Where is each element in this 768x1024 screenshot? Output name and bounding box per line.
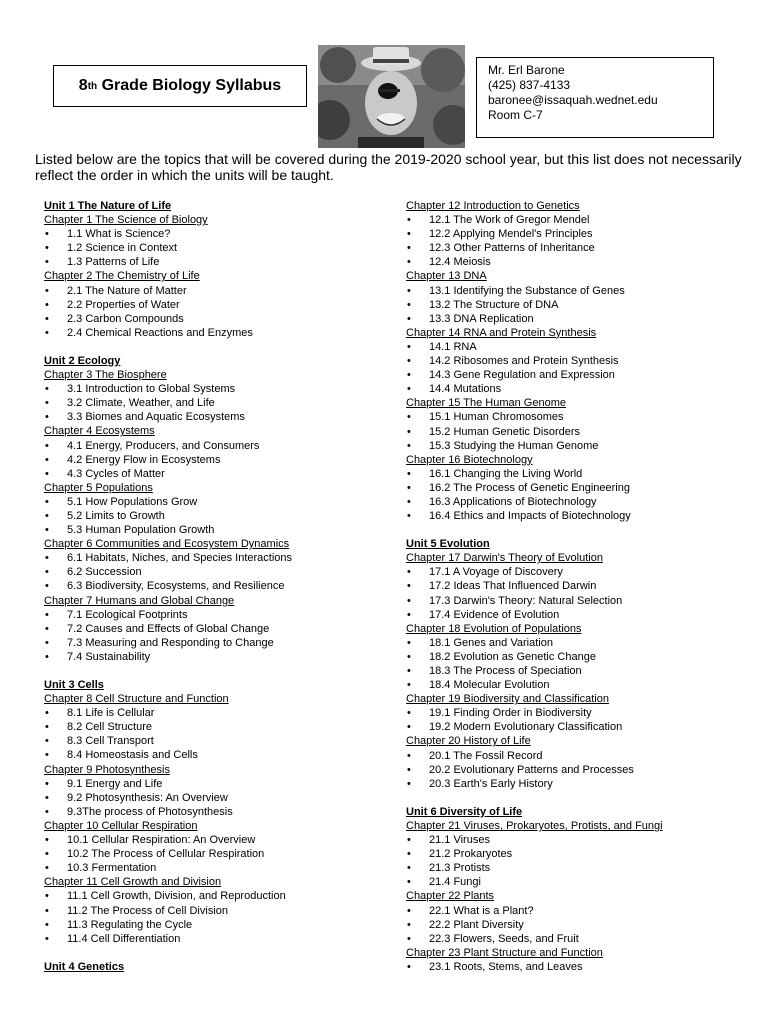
topic-list <box>406 749 736 791</box>
topic-list <box>44 227 374 269</box>
topic-list <box>406 833 736 889</box>
chapter-heading: Chapter 5 Populations <box>44 481 153 494</box>
topic-item: • 18.1 Genes and Variation <box>406 636 736 650</box>
topic-item: • 21.4 Fungi <box>406 875 736 889</box>
topic-list <box>44 889 374 945</box>
chapter-heading: Chapter 1 The Science of Biology <box>44 214 208 227</box>
topic-list <box>406 213 736 269</box>
topic-list <box>406 960 736 974</box>
topic-item: • 11.1 Cell Growth, Division, and Reproduction <box>44 889 374 903</box>
topic-list <box>44 382 374 424</box>
topic-item: • 7.3 Measuring and Responding to Change <box>44 636 374 650</box>
topic-item: • 20.1 The Fossil Record <box>406 749 736 763</box>
topic-list <box>406 565 736 621</box>
topic-item: • 8.3 Cell Transport <box>44 734 374 748</box>
topic-list <box>406 284 736 326</box>
topic-item: • 11.2 The Process of Cell Division <box>44 904 374 918</box>
topic-item: • 16.4 Ethics and Impacts of Biotechnology <box>406 509 736 523</box>
topic-item: • 7.2 Causes and Effects of Global Change <box>44 622 374 636</box>
topic-item: • 21.1 Viruses <box>406 833 736 847</box>
teacher-photo <box>318 45 465 148</box>
chapter-heading: Chapter 2 The Chemistry of Life <box>44 270 200 283</box>
topic-item: • 7.4 Sustainability <box>44 650 374 664</box>
chapter-heading: Chapter 9 Photosynthesis <box>44 763 170 776</box>
chapter-heading: Chapter 4 Ecosystems <box>44 425 155 438</box>
topic-item: • 5.1 How Populations Grow <box>44 495 374 509</box>
topic-item: • 6.1 Habitats, Niches, and Species Interactions <box>44 551 374 565</box>
topic-item: • 1.3 Patterns of Life <box>44 255 374 269</box>
topic-list <box>44 706 374 762</box>
topic-item: • 5.3 Human Population Growth <box>44 523 374 537</box>
topic-item: • 1.1 What is Science? <box>44 227 374 241</box>
topic-item: • 19.2 Modern Evolutionary Classification <box>406 720 736 734</box>
topic-item: • 3.3 Biomes and Aquatic Ecosystems <box>44 410 374 424</box>
topic-item: • 13.1 Identifying the Substance of Genes <box>406 284 736 298</box>
topic-item: • 14.4 Mutations <box>406 382 736 396</box>
topic-item: • 14.2 Ribosomes and Protein Synthesis <box>406 354 736 368</box>
teacher-email: baronee@issaquah.wednet.edu <box>488 93 658 107</box>
topic-item: • 21.2 Prokaryotes <box>406 847 736 861</box>
topic-item: • 23.1 Roots, Stems, and Leaves <box>406 960 736 974</box>
topic-item: • 8.2 Cell Structure <box>44 720 374 734</box>
topic-item: • 11.3 Regulating the Cycle <box>44 918 374 932</box>
syllabus-title <box>53 65 307 107</box>
topic-item: • 10.2 The Process of Cellular Respiration <box>44 847 374 861</box>
topic-list <box>44 284 374 340</box>
topic-list <box>406 410 736 452</box>
topic-item: • 16.2 The Process of Genetic Engineering <box>406 481 736 495</box>
chapter-heading: Chapter 18 Evolution of Populations <box>406 622 582 635</box>
syllabus-column-left <box>44 199 374 974</box>
topic-item: • 16.1 Changing the Living World <box>406 467 736 481</box>
unit-heading: Unit 5 Evolution <box>406 538 490 551</box>
topic-item: • 22.3 Flowers, Seeds, and Fruit <box>406 932 736 946</box>
topic-item: • 9.2 Photosynthesis: An Overview <box>44 791 374 805</box>
chapter-heading: Chapter 21 Viruses, Prokaryotes, Protists, and Fungi <box>406 819 663 832</box>
topic-item: • 17.3 Darwin's Theory: Natural Selection <box>406 594 736 608</box>
topic-item: • 14.3 Gene Regulation and Expression <box>406 368 736 382</box>
chapter-heading: Chapter 16 Biotechnology <box>406 453 533 466</box>
topic-item: • 4.3 Cycles of Matter <box>44 467 374 481</box>
topic-item: • 12.1 The Work of Gregor Mendel <box>406 213 736 227</box>
unit-heading: Unit 4 Genetics <box>44 960 125 973</box>
topic-item: • 4.1 Energy, Producers, and Consumers <box>44 439 374 453</box>
topic-item: • 11.4 Cell Differentiation <box>44 932 374 946</box>
unit-heading: Unit 1 The Nature of Life <box>44 200 172 212</box>
topic-list <box>44 439 374 481</box>
topic-item: • 15.3 Studying the Human Genome <box>406 439 736 453</box>
topic-item: • 2.3 Carbon Compounds <box>44 312 374 326</box>
contact-box <box>476 57 714 138</box>
topic-item: • 6.2 Succession <box>44 565 374 579</box>
topic-item: • 17.4 Evidence of Evolution <box>406 608 736 622</box>
chapter-heading: Chapter 10 Cellular Respiration <box>44 819 198 832</box>
topic-list <box>406 467 736 523</box>
topic-item: • 3.2 Climate, Weather, and Life <box>44 396 374 410</box>
topic-item: • 22.1 What is a Plant? <box>406 904 736 918</box>
topic-item: • 13.2 The Structure of DNA <box>406 298 736 312</box>
chapter-heading: Chapter 11 Cell Growth and Division <box>44 876 222 889</box>
topic-item: • 21.3 Protists <box>406 861 736 875</box>
topic-item: • 10.1 Cellular Respiration: An Overview <box>44 833 374 847</box>
topic-list <box>44 495 374 537</box>
topic-list <box>406 340 736 396</box>
topic-item: • 16.3 Applications of Biotechnology <box>406 495 736 509</box>
unit-heading: Unit 3 Cells <box>44 679 104 691</box>
topic-item: • 2.2 Properties of Water <box>44 298 374 312</box>
chapter-heading: Chapter 15 The Human Genome <box>406 397 566 410</box>
topic-item: • 18.3 The Process of Speciation <box>406 664 736 678</box>
chapter-heading: Chapter 3 The Biosphere <box>44 369 167 382</box>
teacher-phone: (425) 837-4133 <box>488 78 571 92</box>
topic-item: • 14.1 RNA <box>406 340 736 354</box>
topic-item: • 17.1 A Voyage of Discovery <box>406 565 736 579</box>
unit-heading: Unit 2 Ecology <box>44 354 121 367</box>
topic-list <box>44 608 374 664</box>
topic-item: • 17.2 Ideas That Influenced Darwin <box>406 579 736 593</box>
topic-item: • 13.3 DNA Replication <box>406 312 736 326</box>
chapter-heading: Chapter 22 Plants <box>406 890 495 903</box>
topic-item: • 9.1 Energy and Life <box>44 777 374 791</box>
topic-list <box>406 636 736 692</box>
topic-item: • 10.3 Fermentation <box>44 861 374 875</box>
title-grade: 8 <box>78 77 88 94</box>
topic-item: • 9.3The process of Photosynthesis <box>44 805 374 819</box>
chapter-heading: Chapter 20 History of Life <box>406 735 531 748</box>
chapter-heading: Chapter 23 Plant Structure and Function <box>406 946 603 959</box>
topic-item: • 15.1 Human Chromosomes <box>406 410 736 424</box>
title-text: Grade Biology Syllabus <box>97 77 282 94</box>
topic-list <box>406 706 736 734</box>
topic-item: • 22.2 Plant Diversity <box>406 918 736 932</box>
syllabus-column-right <box>406 199 736 974</box>
chapter-heading: Chapter 7 Humans and Global Change <box>44 594 235 607</box>
topic-list <box>44 551 374 593</box>
topic-list <box>406 904 736 946</box>
topic-item: • 19.1 Finding Order in Biodiversity <box>406 706 736 720</box>
chapter-heading: Chapter 12 Introduction to Genetics <box>406 200 580 212</box>
teacher-name: Mr. Erl Barone <box>488 63 565 77</box>
chapter-heading: Chapter 6 Communities and Ecosystem Dynamics <box>44 538 290 551</box>
unit-heading: Unit 6 Diversity of Life <box>406 805 523 818</box>
topic-list <box>44 777 374 819</box>
title-superscript: th <box>87 80 98 92</box>
topic-item: • 2.4 Chemical Reactions and Enzymes <box>44 326 374 340</box>
topic-item: • 8.1 Life is Cellular <box>44 706 374 720</box>
topic-item: • 18.4 Molecular Evolution <box>406 678 736 692</box>
chapter-heading: Chapter 13 DNA <box>406 270 487 283</box>
topic-item: • 6.3 Biodiversity, Ecosystems, and Resilience <box>44 579 374 593</box>
chapter-heading: Chapter 8 Cell Structure and Function <box>44 693 229 706</box>
topic-item: • 7.1 Ecological Footprints <box>44 608 374 622</box>
topic-item: • 18.2 Evolution as Genetic Change <box>406 650 736 664</box>
chapter-heading: Chapter 19 Biodiversity and Classification <box>406 693 609 706</box>
topic-item: • 2.1 The Nature of Matter <box>44 284 374 298</box>
teacher-room: Room C-7 <box>488 108 543 122</box>
topic-item: • 5.2 Limits to Growth <box>44 509 374 523</box>
intro-paragraph: Listed below are the topics that will be covered during the 2019-2020 school year, but this list does not necessarily reflect the order in which the units will be taught. <box>35 151 742 183</box>
topic-item: • 4.2 Energy Flow in Ecosystems <box>44 453 374 467</box>
topic-item: • 15.2 Human Genetic Disorders <box>406 425 736 439</box>
chapter-heading: Chapter 14 RNA and Protein Synthesis <box>406 326 597 339</box>
chapter-heading: Chapter 17 Darwin's Theory of Evolution <box>406 552 603 565</box>
topic-item: • 12.4 Meiosis <box>406 255 736 269</box>
topic-item: • 12.2 Applying Mendel's Principles <box>406 227 736 241</box>
topic-item: • 12.3 Other Patterns of Inheritance <box>406 241 736 255</box>
topic-item: • 8.4 Homeostasis and Cells <box>44 748 374 762</box>
topic-list <box>44 833 374 875</box>
topic-item: • 1.2 Science in Context <box>44 241 374 255</box>
topic-item: • 20.2 Evolutionary Patterns and Processes <box>406 763 736 777</box>
topic-item: • 20.3 Earth's Early History <box>406 777 736 791</box>
topic-item: • 3.1 Introduction to Global Systems <box>44 382 374 396</box>
